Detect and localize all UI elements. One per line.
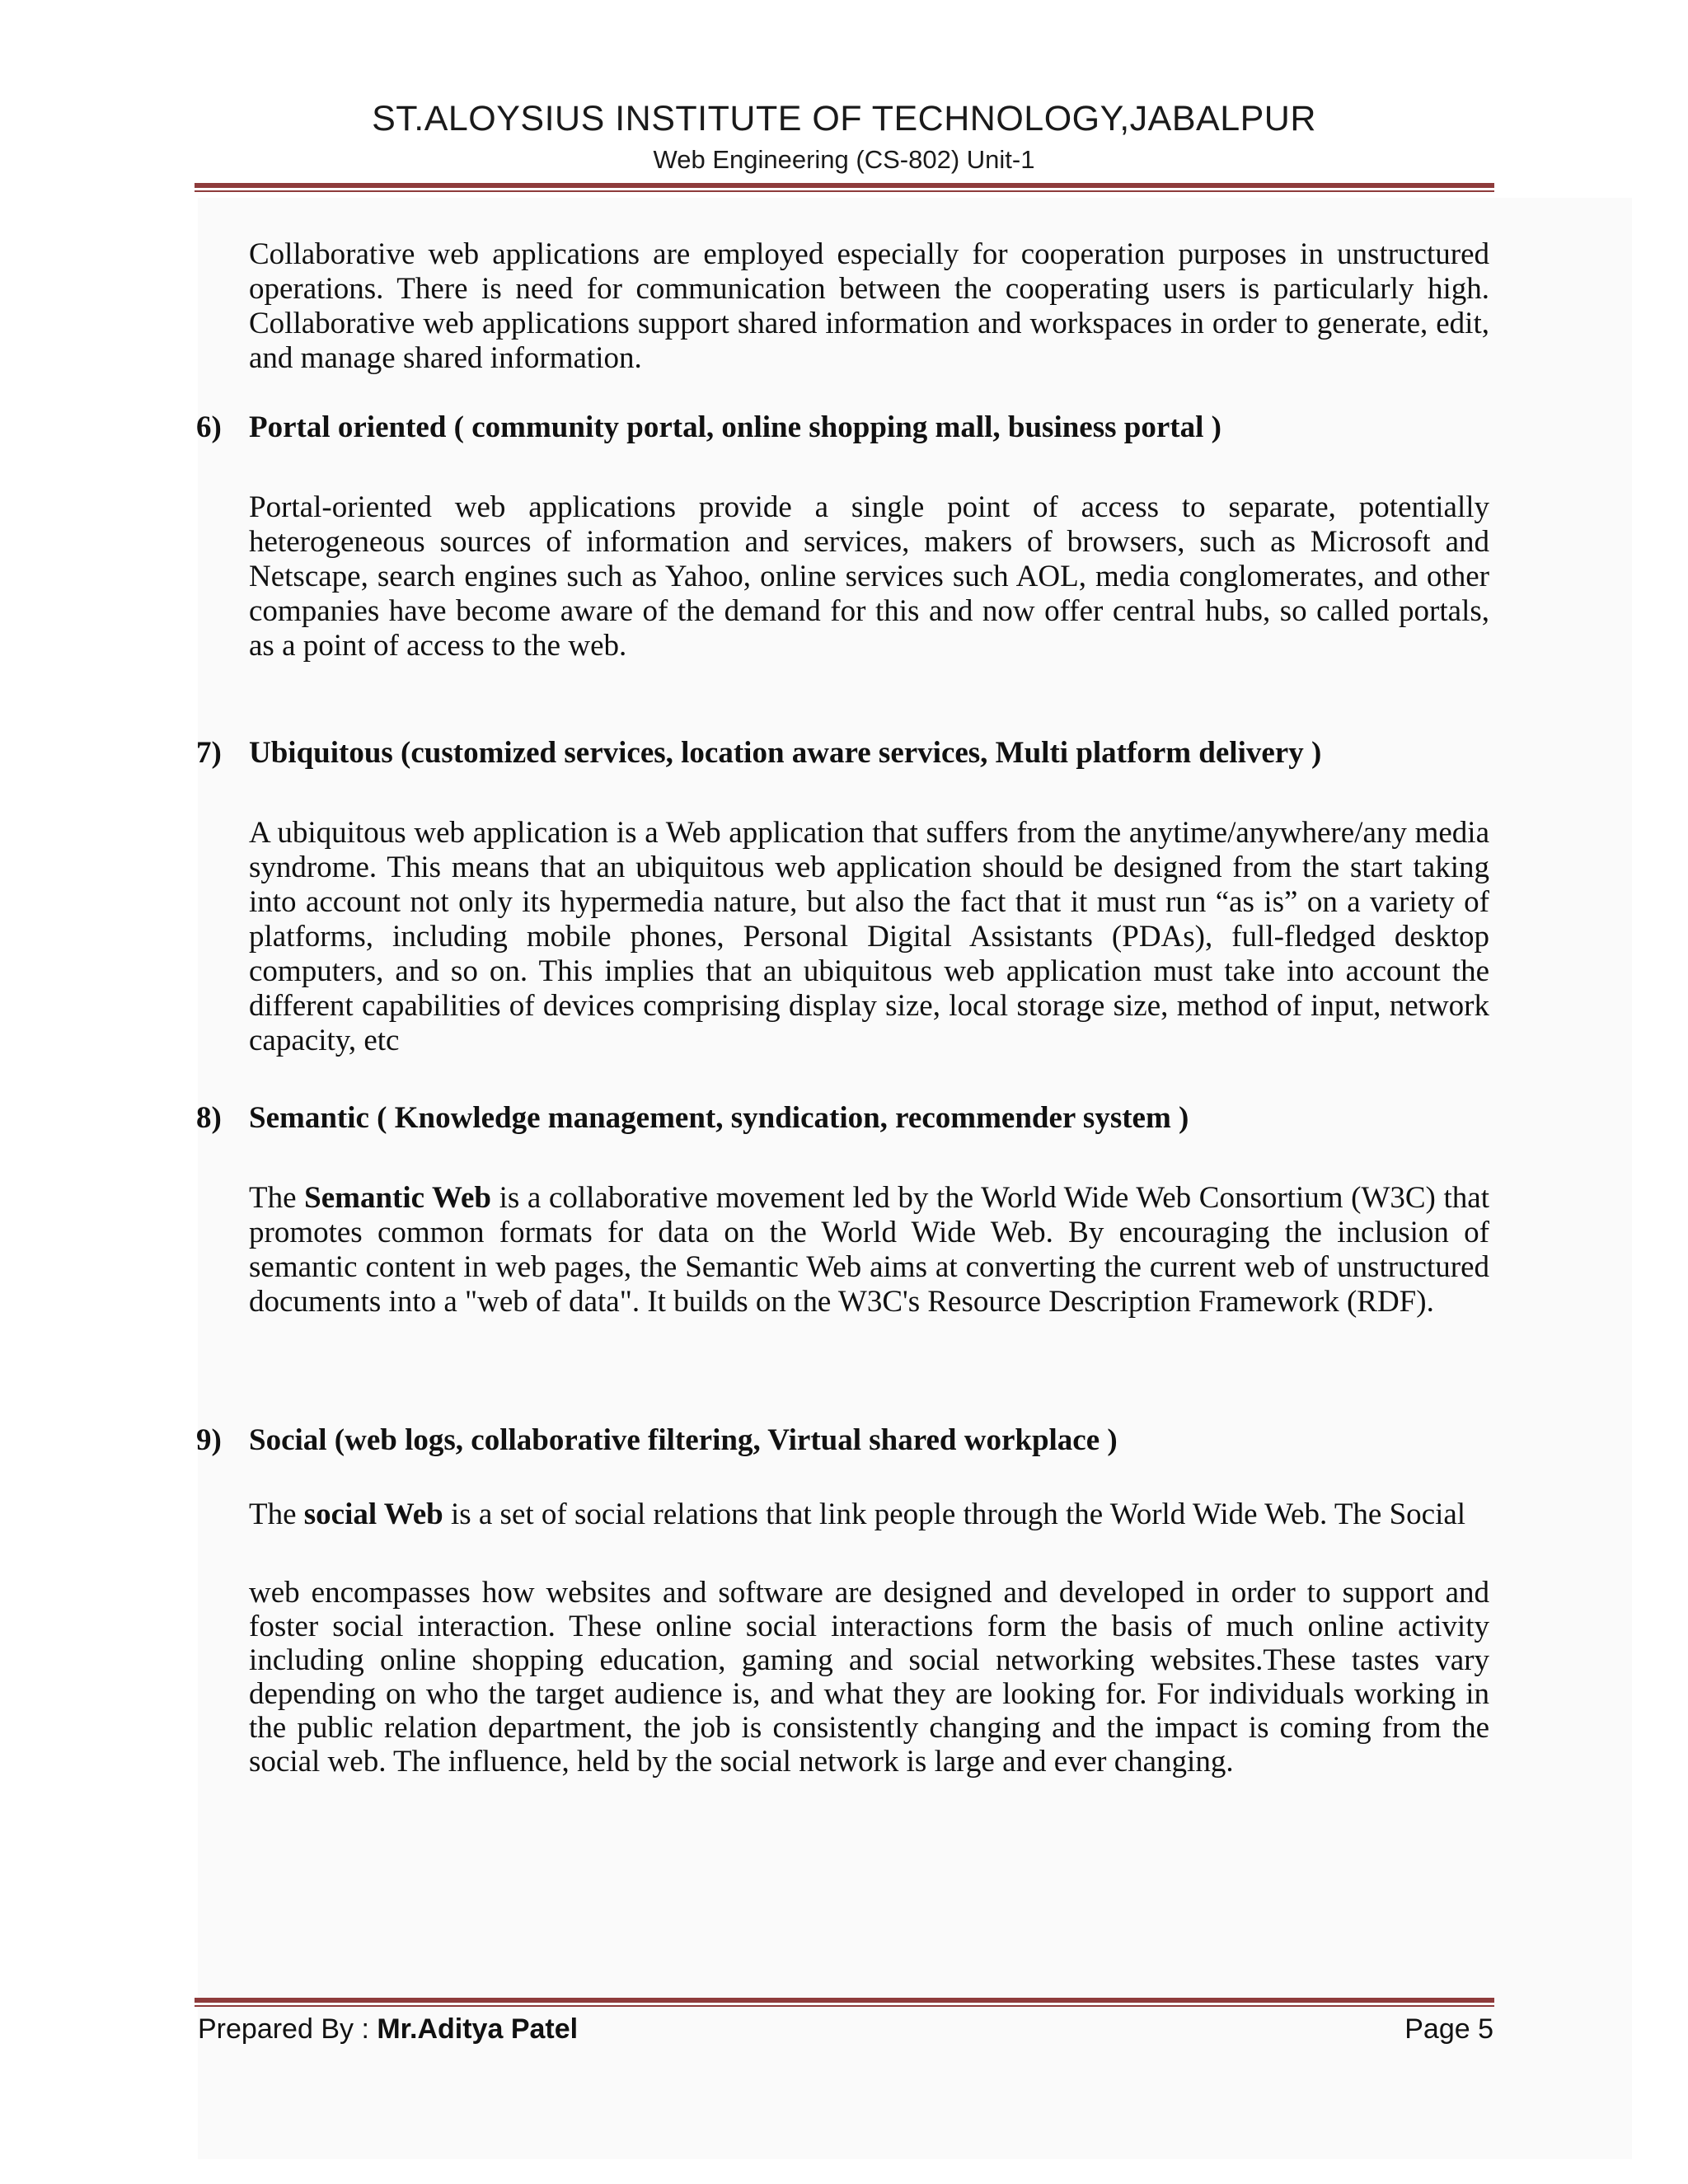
section-number: 6) [196, 410, 222, 444]
footer-rule [195, 1998, 1494, 2007]
section-body-7 [249, 816, 1489, 1058]
section-body-9-continued [249, 1576, 1489, 1779]
section-text: The Semantic Web is a collaborative movement led by the World Wide Web Consortium (W3C) that promotes common formats for data on the World Wide Web. By encouraging the inclusion of semantic content in web pages, the Semantic Web aims at converting the current web of unstructured documents into a "web of data". It builds on the W3C's Resource Description Framework (RDF). [249, 1181, 1489, 1319]
section-number: 7) [196, 736, 222, 770]
intro-paragraph [249, 237, 1489, 376]
course-subtitle: Web Engineering (CS-802) Unit-1 [653, 145, 1035, 174]
bold-term: social Web [303, 1497, 443, 1531]
section-title: Portal oriented ( community portal, online shopping mall, business portal ) [249, 410, 1221, 444]
section-text: Portal-oriented web applications provide a single point of access to separate, potentially heterogeneous sources of information and services, makers of browsers, such as Microsoft and Netscape, search engines such as Yahoo, online services such AOL, media conglomerates, and other companies have become aware of the demand for this and now offer central hubs, so called portals, as a point of access to the web. [249, 490, 1489, 663]
author-name: Mr.Aditya Patel [377, 2013, 579, 2045]
section-body-6 [249, 490, 1489, 663]
section-heading-8 [196, 1100, 1498, 1137]
header-rule [195, 183, 1494, 192]
section-title: Semantic ( Knowledge management, syndication, recommender system ) [249, 1101, 1189, 1135]
section-text: The social Web is a set of social relations that link people through the World Wide Web. The Social [249, 1497, 1466, 1531]
section-number: 9) [196, 1423, 222, 1457]
section-heading-9 [196, 1422, 1498, 1459]
bold-term: Semantic Web [304, 1181, 491, 1215]
section-title: Ubiquitous (customized services, location aware services, Multi platform delivery ) [249, 736, 1322, 770]
intro-text: Collaborative web applications are employed especially for cooperation purposes in unstructured operations. There is need for communication between the cooperating users is particularly high. Collaborative web applications support shared information and workspaces in order to generate, edit, and manage shared information. [249, 237, 1489, 375]
section-heading-7 [196, 735, 1498, 771]
section-heading-6 [196, 410, 1498, 446]
institute-title: ST.ALOYSIUS INSTITUTE OF TECHNOLOGY,JABALPUR [372, 99, 1316, 138]
prepared-by: Prepared By : Mr.Aditya Patel [198, 2013, 579, 2045]
section-title: Social (web logs, collaborative filtering, Virtual shared workplace ) [249, 1423, 1118, 1457]
section-text-continued: web encompasses how websites and software are designed and developed in order to support and foster social interaction. These online social interactions form the basis of much online activity including online shopping education, gaming and social networking websites.These tastes vary depending on who the target audience is, and what they are looking for. For individuals working in the public relation department, the job is consistently changing and the impact is coming from the social web. The influence, held by the social network is large and ever changing. [249, 1576, 1489, 1779]
section-body-9 [249, 1497, 1489, 1532]
page-number: Page 5 [1404, 2013, 1493, 2045]
section-text: A ubiquitous web application is a Web application that suffers from the anytime/anywhere/any media syndrome. This means that an ubiquitous web application should be designed from the start taking into account not only its hypermedia nature, but also the fact that it must run “as is” on a variety of platforms, including mobile phones, Personal Digital Assistants (PDAs), full-fledged desktop computers, and so on. This implies that an ubiquitous web application must take into account the different capabilities of devices comprising display size, local storage size, method of input, network capacity, etc [249, 816, 1489, 1057]
section-body-8 [249, 1181, 1489, 1319]
section-number: 8) [196, 1101, 222, 1135]
page-header [0, 97, 1688, 176]
